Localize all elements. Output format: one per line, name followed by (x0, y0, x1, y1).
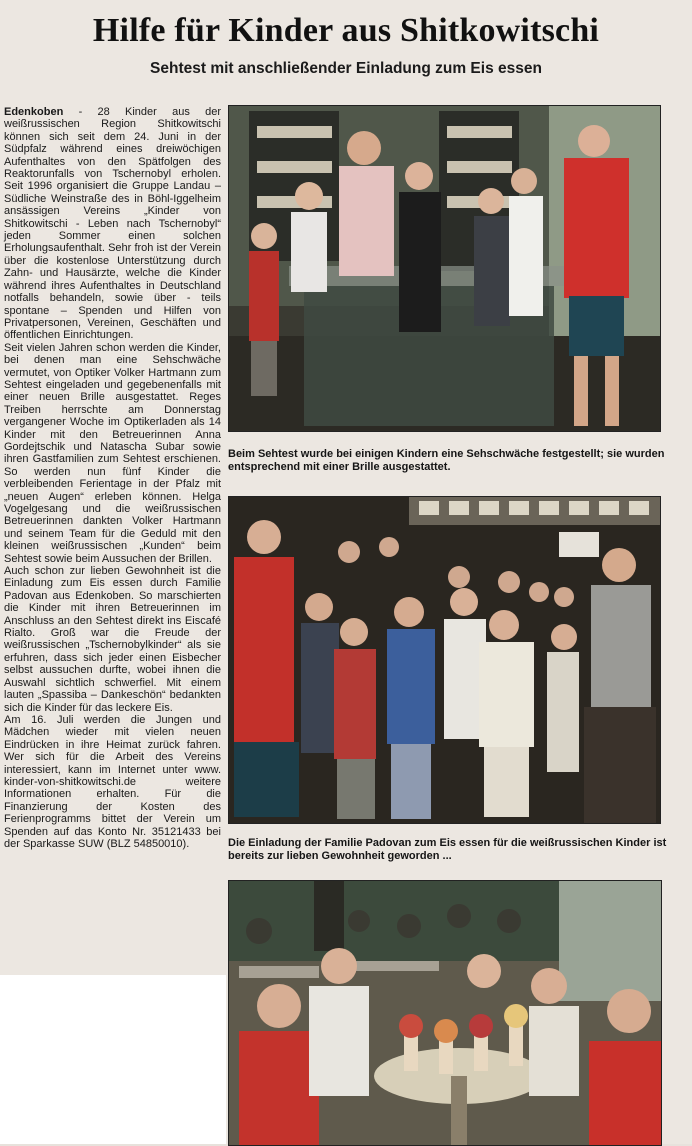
scan-blank-area (0, 975, 226, 1144)
photo-group-eiscafe (228, 496, 661, 824)
article-body (4, 106, 221, 968)
photo-optician-sehtest (228, 105, 661, 432)
photo-ice-cream-table (228, 880, 662, 1146)
photo-caption: Die Einladung der Familie Padovan zum Eis essen für die weißrussischen Kinder ist bereits zur lieben Gewohnheit geworden ... (228, 837, 667, 862)
article-dateline: Edenkoben (4, 106, 64, 118)
article-subheadline: Sehtest mit anschließender Einladung zum Eis essen (150, 60, 542, 77)
photo-caption: Beim Sehtest wurde bei einigen Kindern eine Sehschwäche festgestellt; sie wurden entsprechend mit einer Brille ausgestattet. (228, 448, 665, 473)
article-paragraph: Seit vielen Jahren schon werden die Kinder, bei denen man eine Sehschwäche vermutet, von Optiker Volker Hartmann zum Sehtest eingeladen und gegebenenfalls mit einer neuen Brille ausgestattet. Reges Treiben herrschte am Donnerstag vergangener Woche im Optikerladen als 14 Kinder mit den Betreuerinnen Anna Gordejtschik und Natascha Subar sowie ihren Gastfamilien zum Sehtest erschienen. So werden nun fünf Kinder die verbleibenden Ferientage in der Pfalz mit „neuen Augen“ erleben können. Helga Vogelgesang und die weißrussischen Betreuerinnen dankten Volker Hartmann und seinem Team für die Geduld mit den kleinen weißrussischen „Kunden“ beim Sehtest sowie beim Aussuchen der Brillen. (4, 341, 221, 565)
article-paragraph: Auch schon zur lieben Gewohnheit ist die Einladung zum Eis essen durch Familie Padovan aus Edenkoben. So marschierten die Kinder mit ihren Betreuerinnen im Anschluss an den Sehtest direkt ins Eiscafé Rialto. Groß war die Freude der weißrussischen „Tschernobylkinder“ als sie erfuhren, dass sich jeder einen Eisbecher selbst aussuchen durfte, wobei ihnen die Auswahl sichtlich schwerfiel. Mit einem lauten „Spassiba – Dankeschön“ bedankten sich die Kinder für das leckere Eis. (4, 565, 221, 714)
article-paragraph: Am 16. Juli werden die Jungen und Mädchen wieder mit vielen neuen Eindrücken in ihre Heimat zurück fahren. Wer sich für die Arbeit des Vereins interessiert, kann im Internet unter www. kinder-von-shitkowitschi.de weitere Informationen erhalten. Für die Finanzierung der Kosten des Ferienprogramms bittet der Verein um Spenden auf das Konto Nr. 35121433 bei der Sparkasse SUW (BLZ 54850010). (4, 713, 221, 850)
article-headline: Hilfe für Kinder aus Shitkowitschi (92, 12, 600, 49)
article-paragraph: Edenkoben - 28 Kinder aus der weißrussischen Region Shitkowitschi können sich seit dem 24. Juni in der Südpfalz während eines dreiwöchigen Aufenthaltes von den Spätfolgen des Reaktorunfalls von Tschernobyl erholen. Seit 1996 organisiert die Gruppe Landau – Südliche Weinstraße des in Böhl-Iggelheim ansässigen Vereins „Kinder von Shitkowitschi - Leben nach Tschernobyl“ jeden Sommer einen solchen Erholungsaufenthalt. Sehr froh ist der Verein über die kostenlose Unterstützung durch Zahn- und Hausärzte, welche die Kinder während ihres Aufenthaltes in Deutschland notfalls behandeln, sowie über - teils spontane – Spenden und Hilfen von Privatpersonen, Vereinen, Geschäften und öffentlichen Einrichtungen. (4, 106, 221, 342)
